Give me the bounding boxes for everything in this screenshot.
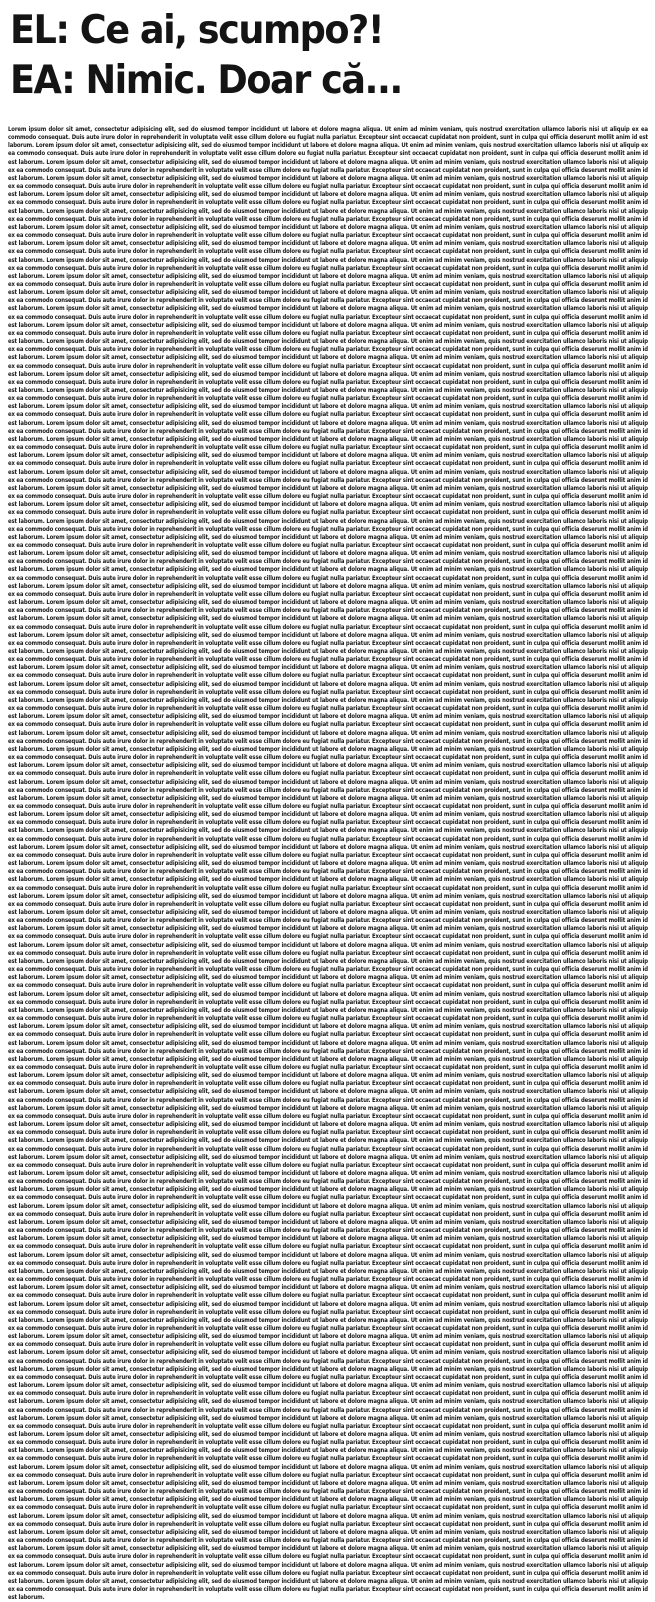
text-wall [8,126,648,1602]
dialogue-header [10,6,650,106]
her-answer: EA: Nimic. Doar că... [10,58,402,103]
lorem-ipsum-text: Lorem ipsum dolor sit amet, consectetur adipisicing elit, sed do eiusmod tempor incididunt ut labore et dolore magna aliqua. Ut enim ad minim veniam, quis nostrud exercitation ullamco laboris nisi ut aliquip ex ea commodo consequat. Duis aute irure dolor in reprehenderit in voluptate velit esse cillum dolore eu fugiat nulla pariatur. Excepteur sint occaecat cupidatat non proident, sunt in culpa qui officia deserunt mollit anim id est laborum. Lorem ipsum dolor sit amet, consectetur adipisicing elit, sed do eiusmod tempor incididunt ut labore et dolore magna aliqua. Ut enim ad minim veniam, quis nostrud exercitation ullamco laboris nisi ut aliquip ex ea commodo consequat. Duis aute irure dolor in reprehenderit in voluptate velit esse cillum dolore eu fugiat nulla pariatur. Excepteur sint occaecat cupidatat non proident, sunt in culpa qui officia deserunt mollit anim id est laborum. Lorem ipsum dolor sit amet, consectetur adipisicing elit, sed do eiusmod tempor incididunt ut labore et dolore magna aliqua. Ut enim ad minim veniam, quis nostrud exercitation ullamco laboris nisi ut aliquip ex ea commodo consequat. Duis aute irure dolor in reprehenderit in voluptate velit esse cillum dolore eu fugiat nulla pariatur. Excepteur sint occaecat cupidatat non proident, sunt in culpa qui officia deserunt mollit anim id est laborum. Lorem ipsum dolor sit amet, consectetur adipisicing elit, sed do eiusmod tempor incididunt ut labore et dolore magna aliqua. Ut enim ad minim veniam, quis nostrud exercitation ullamco laboris nisi ut aliquip ex ea commodo consequat. Duis aute irure dolor in reprehenderit in voluptate velit esse cillum dolore eu fugiat nulla pariatur. Excepteur sint occaecat cupidatat non proident, sunt in culpa qui officia deserunt mollit anim id est laborum. Lorem ipsum dolor sit amet, consectetur adipisicing elit, sed do eiusmod tempor incididunt ut labore et dolore magna aliqua. Ut enim ad minim veniam, quis nostrud exercitation ullamco laboris nisi ut aliquip ex ea commodo consequat. Duis aute irure dolor in reprehenderit in voluptate velit esse cillum dolore eu fugiat nulla pariatur. Excepteur sint occaecat cupidatat non proident, sunt in culpa qui officia deserunt mollit anim id est laborum. Lorem ipsum dolor sit amet, consectetur adipisicing elit, sed do eiusmod tempor incididunt ut labore et dolore magna aliqua. Ut enim ad minim veniam, quis nostrud exercitation ullamco laboris nisi ut aliquip ex ea commodo consequat. Duis aute irure dolor in reprehenderit in voluptate velit esse cillum dolore eu fugiat nulla pariatur. Excepteur sint occaecat cupidatat non proident, sunt in culpa qui officia deserunt mollit anim id est laborum. Lorem ipsum dolor sit amet, consectetur adipisicing elit, sed do eiusmod tempor incididunt ut labore et dolore magna aliqua. Ut enim ad minim veniam, quis nostrud exercitation ullamco laboris nisi ut aliquip ex ea commodo consequat. Duis aute irure dolor in reprehenderit in voluptate velit esse cillum dolore eu fugiat nulla pariatur. Excepteur sint occaecat cupidatat non proident, sunt in culpa qui officia deserunt mollit anim id est laborum. Lorem ipsum dolor sit amet, consectetur adipisicing elit, sed do eiusmod tempor incididunt ut labore et dolore magna aliqua. Ut enim ad minim veniam, quis nostrud exercitation ullamco laboris nisi ut aliquip ex ea commodo consequat. Duis aute irure dolor in reprehenderit in voluptate velit esse cillum dolore eu fugiat nulla pariatur. Excepteur sint occaecat cupidatat non proident, sunt in culpa qui officia deserunt mollit anim id est laborum. Lorem ipsum dolor sit amet, consectetur adipisicing elit, sed do eiusmod tempor incididunt ut labore et dolore magna aliqua. Ut enim ad minim veniam, quis nostrud exercitation ullamco laboris nisi ut aliquip ex ea commodo consequat. Duis aute irure dolor in reprehenderit in voluptate velit esse cillum dolore eu fugiat nulla pariatur. Excepteur sint occaecat cupidatat non proident, sunt in culpa qui officia deserunt mollit anim id est laborum. Lorem ipsum dolor sit amet, consectetur adipisicing elit, sed do eiusmod tempor incididunt ut labore et dolore magna aliqua. Ut enim ad minim veniam, quis nostrud exercitation ullamco laboris nisi ut aliquip ex ea commodo consequat. Duis aute irure dolor in reprehenderit in voluptate velit esse cillum dolore eu fugiat nulla pariatur. Excepteur sint occaecat cupidatat non proident, sunt in culpa qui officia deserunt mollit anim id est laborum. Lorem ipsum dolor sit amet, consectetur adipisicing elit, sed do eiusmod tempor incididunt ut labore et dolore magna aliqua. Ut enim ad minim veniam, quis nostrud exercitation ullamco laboris nisi ut aliquip ex ea commodo consequat. Duis aute irure dolor in reprehenderit in voluptate velit esse cillum dolore eu fugiat nulla pariatur. Excepteur sint occaecat cupidatat non proident, sunt in culpa qui officia deserunt mollit anim id est laborum. Lorem ipsum dolor sit amet, consectetur adipisicing elit, sed do eiusmod tempor incididunt ut labore et dolore magna aliqua. Ut enim ad minim veniam, quis nostrud exercitation ullamco laboris nisi ut aliquip ex ea commodo consequat. Duis aute irure dolor in reprehenderit in voluptate velit esse cillum dolore eu fugiat nulla pariatur. Excepteur sint occaecat cupidatat non proident, sunt in culpa qui officia deserunt mollit anim id est laborum. Lorem ipsum dolor sit amet, consectetur adipisicing elit, sed do eiusmod tempor incididunt ut labore et dolore magna aliqua. Ut enim ad minim veniam, quis nostrud exercitation ullamco laboris nisi ut aliquip ex ea commodo consequat. Duis aute irure dolor in reprehenderit in voluptate velit esse cillum dolore eu fugiat nulla pariatur. Excepteur sint occaecat cupidatat non proident, sunt in culpa qui officia deserunt mollit anim id est laborum. Lorem ipsum dolor sit amet, consectetur adipisicing elit, sed do eiusmod tempor incididunt ut labore et dolore magna aliqua. Ut enim ad minim veniam, quis nostrud exercitation ullamco laboris nisi ut aliquip ex ea commodo consequat. Duis aute irure dolor in reprehenderit in voluptate velit esse cillum dolore eu fugiat nulla pariatur. Excepteur sint occaecat cupidatat non proident, sunt in culpa qui officia deserunt mollit anim id est laborum. Lorem ipsum dolor sit amet, consectetur adipisicing elit, sed do eiusmod tempor incididunt ut labore et dolore magna aliqua. Ut enim ad minim veniam, quis nostrud exercitation ullamco laboris nisi ut aliquip ex ea commodo consequat. Duis aute irure dolor in reprehenderit in voluptate velit esse cillum dolore eu fugiat nulla pariatur. Excepteur sint occaecat cupidatat non proident, sunt in culpa qui officia deserunt mollit anim id est laborum. Lorem ipsum dolor sit amet, consectetur adipisicing elit, sed do eiusmod tempor incididunt ut labore et dolore magna aliqua. Ut enim ad minim veniam, quis nostrud exercitation ullamco laboris nisi ut aliquip ex ea commodo consequat. Duis aute irure dolor in reprehenderit in voluptate velit esse cillum dolore eu fugiat nulla pariatur. Excepteur sint occaecat cupidatat non proident, sunt in culpa qui officia deserunt mollit anim id est laborum. Lorem ipsum dolor sit amet, consectetur adipisicing elit, sed do eiusmod tempor incididunt ut labore et dolore magna aliqua. Ut enim ad minim veniam, quis nostrud exercitation ullamco laboris nisi ut aliquip ex ea commodo consequat. Duis aute irure dolor in reprehenderit in voluptate velit esse cillum dolore eu fugiat nulla pariatur. Excepteur sint occaecat cupidatat non proident, sunt in culpa qui officia deserunt mollit anim id est laborum. Lorem ipsum dolor sit amet, consectetur adipisicing elit, sed do eiusmod tempor incididunt ut labore et dolore magna aliqua. Ut enim ad minim veniam, quis nostrud exercitation ullamco laboris nisi ut aliquip ex ea commodo consequat. Duis aute irure dolor in reprehenderit in voluptate velit esse cillum dolore eu fugiat nulla pariatur. Excepteur sint occaecat cupidatat non proident, sunt in culpa qui officia deserunt mollit anim id est laborum. Lorem ipsum dolor sit amet, consectetur adipisicing elit, sed do eiusmod tempor incididunt ut labore et dolore magna aliqua. Ut enim ad minim veniam, quis nostrud exercitation ullamco laboris nisi ut aliquip ex ea commodo consequat. Duis aute irure dolor in reprehenderit in voluptate velit esse cillum dolore eu fugiat nulla pariatur. Excepteur sint occaecat cupidatat non proident, sunt in culpa qui officia deserunt mollit anim id est laborum. Lorem ipsum dolor sit amet, consectetur adipisicing elit, sed do eiusmod tempor incididunt ut labore et dolore magna aliqua. Ut enim ad minim veniam, quis nostrud exercitation ullamco laboris nisi ut aliquip ex ea commodo consequat. Duis aute irure dolor in reprehenderit in voluptate velit esse cillum dolore eu fugiat nulla pariatur. Excepteur sint occaecat cupidatat non proident, sunt in culpa qui officia deserunt mollit anim id est laborum. Lorem ipsum dolor sit amet, consectetur adipisicing elit, sed do eiusmod tempor incididunt ut labore et dolore magna aliqua. Ut enim ad minim veniam, quis nostrud exercitation ullamco laboris nisi ut aliquip ex ea commodo consequat. Duis aute irure dolor in reprehenderit in voluptate velit esse cillum dolore eu fugiat nulla pariatur. Excepteur sint occaecat cupidatat non proident, sunt in culpa qui officia deserunt mollit anim id est laborum. Lorem ipsum dolor sit amet, consectetur adipisicing elit, sed do eiusmod tempor incididunt ut labore et dolore magna aliqua. Ut enim ad minim veniam, quis nostrud exercitation ullamco laboris nisi ut aliquip ex ea commodo consequat. Duis aute irure dolor in reprehenderit in voluptate velit esse cillum dolore eu fugiat nulla pariatur. Excepteur sint occaecat cupidatat non proident, sunt in culpa qui officia deserunt mollit anim id est laborum. Lorem ipsum dolor sit amet, consectetur adipisicing elit, sed do eiusmod tempor incididunt ut labore et dolore magna aliqua. Ut enim ad minim veniam, quis nostrud exercitation ullamco laboris nisi ut aliquip ex ea commodo consequat. Duis aute irure dolor in reprehenderit in voluptate velit esse cillum dolore eu fugiat nulla pariatur. Excepteur sint occaecat cupidatat non proident, sunt in culpa qui officia deserunt mollit anim id est laborum. Lorem ipsum dolor sit amet, consectetur adipisicing elit, sed do eiusmod tempor incididunt ut labore et dolore magna aliqua. Ut enim ad minim veniam, quis nostrud exercitation ullamco laboris nisi ut aliquip ex ea commodo consequat. Duis aute irure dolor in reprehenderit in voluptate velit esse cillum dolore eu fugiat nulla pariatur. Excepteur sint occaecat cupidatat non proident, sunt in culpa qui officia deserunt mollit anim id est laborum. Lorem ipsum dolor sit amet, consectetur adipisicing elit, sed do eiusmod tempor incididunt ut labore et dolore magna aliqua. Ut enim ad minim veniam, quis nostrud exercitation ullamco laboris nisi ut aliquip ex ea commodo consequat. Duis aute irure dolor in reprehenderit in voluptate velit esse cillum dolore eu fugiat nulla pariatur. Excepteur sint occaecat cupidatat non proident, sunt in culpa qui officia deserunt mollit anim id est laborum. Lorem ipsum dolor sit amet, consectetur adipisicing elit, sed do eiusmod tempor incididunt ut labore et dolore magna aliqua. Ut enim ad minim veniam, quis nostrud exercitation ullamco laboris nisi ut aliquip ex ea commodo consequat. Duis aute irure dolor in reprehenderit in voluptate velit esse cillum dolore eu fugiat nulla pariatur. Excepteur sint occaecat cupidatat non proident, sunt in culpa qui officia deserunt mollit anim id est laborum. Lorem ipsum dolor sit amet, consectetur adipisicing elit, sed do eiusmod tempor incididunt ut labore et dolore magna aliqua. Ut enim ad minim veniam, quis nostrud exercitation ullamco laboris nisi ut aliquip ex ea commodo consequat. Duis aute irure dolor in reprehenderit in voluptate velit esse cillum dolore eu fugiat nulla pariatur. Excepteur sint occaecat cupidatat non proident, sunt in culpa qui officia deserunt mollit anim id est laborum. Lorem ipsum dolor sit amet, consectetur adipisicing elit, sed do eiusmod tempor incididunt ut labore et dolore magna aliqua. Ut enim ad minim veniam, quis nostrud exercitation ullamco laboris nisi ut aliquip ex ea commodo consequat. Duis aute irure dolor in reprehenderit in voluptate velit esse cillum dolore eu fugiat nulla pariatur. Excepteur sint occaecat cupidatat non proident, sunt in culpa qui officia deserunt mollit anim id est laborum. Lorem ipsum dolor sit amet, consectetur adipisicing elit, sed do eiusmod tempor incididunt ut labore et dolore magna aliqua. Ut enim ad minim veniam, quis nostrud exercitation ullamco laboris nisi ut aliquip ex ea commodo consequat. Duis aute irure dolor in reprehenderit in voluptate velit esse cillum dolore eu fugiat nulla pariatur. Excepteur sint occaecat cupidatat non proident, sunt in culpa qui officia deserunt mollit anim id est laborum. Lorem ipsum dolor sit amet, consectetur adipisicing elit, sed do eiusmod tempor incididunt ut labore et dolore magna aliqua. Ut enim ad minim veniam, quis nostrud exercitation ullamco laboris nisi ut aliquip ex ea commodo consequat. Duis aute irure dolor in reprehenderit in voluptate velit esse cillum dolore eu fugiat nulla pariatur. Excepteur sint occaecat cupidatat non proident, sunt in culpa qui officia deserunt mollit anim id est laborum. Lorem ipsum dolor sit amet, consectetur adipisicing elit, sed do eiusmod tempor incididunt ut labore et dolore magna aliqua. Ut enim ad minim veniam, quis nostrud exercitation ullamco laboris nisi ut aliquip ex ea commodo consequat. Duis aute irure dolor in reprehenderit in voluptate velit esse cillum dolore eu fugiat nulla pariatur. Excepteur sint occaecat cupidatat non proident, sunt in culpa qui officia deserunt mollit anim id est laborum. Lorem ipsum dolor sit amet, consectetur adipisicing elit, sed do eiusmod tempor incididunt ut labore et dolore magna aliqua. Ut enim ad minim veniam, quis nostrud exercitation ullamco laboris nisi ut aliquip ex ea commodo consequat. Duis aute irure dolor in reprehenderit in voluptate velit esse cillum dolore eu fugiat nulla pariatur. Excepteur sint occaecat cupidatat non proident, sunt in culpa qui officia deserunt mollit anim id est laborum. Lorem ipsum dolor sit amet, consectetur adipisicing elit, sed do eiusmod tempor incididunt ut labore et dolore magna aliqua. Ut enim ad minim veniam, quis nostrud exercitation ullamco laboris nisi ut aliquip ex ea commodo consequat. Duis aute irure dolor in reprehenderit in voluptate velit esse cillum dolore eu fugiat nulla pariatur. Excepteur sint occaecat cupidatat non proident, sunt in culpa qui officia deserunt mollit anim id est laborum. Lorem ipsum dolor sit amet, consectetur adipisicing elit, sed do eiusmod tempor incididunt ut labore et dolore magna aliqua. Ut enim ad minim veniam, quis nostrud exercitation ullamco laboris nisi ut aliquip ex ea commodo consequat. Duis aute irure dolor in reprehenderit in voluptate velit esse cillum dolore eu fugiat nulla pariatur. Excepteur sint occaecat cupidatat non proident, sunt in culpa qui officia deserunt mollit anim id est laborum. Lorem ipsum dolor sit amet, consectetur adipisicing elit, sed do eiusmod tempor incididunt ut labore et dolore magna aliqua. Ut enim ad minim veniam, quis nostrud exercitation ullamco laboris nisi ut aliquip ex ea commodo consequat. Duis aute irure dolor in reprehenderit in voluptate velit esse cillum dolore eu fugiat nulla pariatur. Excepteur sint occaecat cupidatat non proident, sunt in culpa qui officia deserunt mollit anim id est laborum. Lorem ipsum dolor sit amet, consectetur adipisicing elit, sed do eiusmod tempor incididunt ut labore et dolore magna aliqua. Ut enim ad minim veniam, quis nostrud exercitation ullamco laboris nisi ut aliquip ex ea commodo consequat. Duis aute irure dolor in reprehenderit in voluptate velit esse cillum dolore eu fugiat nulla pariatur. Excepteur sint occaecat cupidatat non proident, sunt in culpa qui officia deserunt mollit anim id est laborum. Lorem ipsum dolor sit amet, consectetur adipisicing elit, sed do eiusmod tempor incididunt ut labore et dolore magna aliqua. Ut enim ad minim veniam, quis nostrud exercitation ullamco laboris nisi ut aliquip ex ea commodo consequat. Duis aute irure dolor in reprehenderit in voluptate velit esse cillum dolore eu fugiat nulla pariatur. Excepteur sint occaecat cupidatat non proident, sunt in culpa qui officia deserunt mollit anim id est laborum. Lorem ipsum dolor sit amet, consectetur adipisicing elit, sed do eiusmod tempor incididunt ut labore et dolore magna aliqua. Ut enim ad minim veniam, quis nostrud exercitation ullamco laboris nisi ut aliquip ex ea commodo consequat. Duis aute irure dolor in reprehenderit in voluptate velit esse cillum dolore eu fugiat nulla pariatur. Excepteur sint occaecat cupidatat non proident, sunt in culpa qui officia deserunt mollit anim id est laborum. Lorem ipsum dolor sit amet, consectetur adipisicing elit, sed do eiusmod tempor incididunt ut labore et dolore magna aliqua. Ut enim ad minim veniam, quis nostrud exercitation ullamco laboris nisi ut aliquip ex ea commodo consequat. Duis aute irure dolor in reprehenderit in voluptate velit esse cillum dolore eu fugiat nulla pariatur. Excepteur sint occaecat cupidatat non proident, sunt in culpa qui officia deserunt mollit anim id est laborum. Lorem ipsum dolor sit amet, consectetur adipisicing elit, sed do eiusmod tempor incididunt ut labore et dolore magna aliqua. Ut enim ad minim veniam, quis nostrud exercitation ullamco laboris nisi ut aliquip ex ea commodo consequat. Duis aute irure dolor in reprehenderit in voluptate velit esse cillum dolore eu fugiat nulla pariatur. Excepteur sint occaecat cupidatat non proident, sunt in culpa qui officia deserunt mollit anim id est laborum. Lorem ipsum dolor sit amet, consectetur adipisicing elit, sed do eiusmod tempor incididunt ut labore et dolore magna aliqua. Ut enim ad minim veniam, quis nostrud exercitation ullamco laboris nisi ut aliquip ex ea commodo consequat. Duis aute irure dolor in reprehenderit in voluptate velit esse cillum dolore eu fugiat nulla pariatur. Excepteur sint occaecat cupidatat non proident, sunt in culpa qui officia deserunt mollit anim id est laborum. Lorem ipsum dolor sit amet, consectetur adipisicing elit, sed do eiusmod tempor incididunt ut labore et dolore magna aliqua. Ut enim ad minim veniam, quis nostrud exercitation ullamco laboris nisi ut aliquip ex ea commodo consequat. Duis aute irure dolor in reprehenderit in voluptate velit esse cillum dolore eu fugiat nulla pariatur. Excepteur sint occaecat cupidatat non proident, sunt in culpa qui officia deserunt mollit anim id est laborum. Lorem ipsum dolor sit amet, consectetur adipisicing elit, sed do eiusmod tempor incididunt ut labore et dolore magna aliqua. Ut enim ad minim veniam, quis nostrud exercitation ullamco laboris nisi ut aliquip ex ea commodo consequat. Duis aute irure dolor in reprehenderit in voluptate velit esse cillum dolore eu fugiat nulla pariatur. Excepteur sint occaecat cupidatat non proident, sunt in culpa qui officia deserunt mollit anim id est laborum. Lorem ipsum dolor sit amet, consectetur adipisicing elit, sed do eiusmod tempor incididunt ut labore et dolore magna aliqua. Ut enim ad minim veniam, quis nostrud exercitation ullamco laboris nisi ut aliquip ex ea commodo consequat. Duis aute irure dolor in reprehenderit in voluptate velit esse cillum dolore eu fugiat nulla pariatur. Excepteur sint occaecat cupidatat non proident, sunt in culpa qui officia deserunt mollit anim id est laborum. Lorem ipsum dolor sit amet, consectetur adipisicing elit, sed do eiusmod tempor incididunt ut labore et dolore magna aliqua. Ut enim ad minim veniam, quis nostrud exercitation ullamco laboris nisi ut aliquip ex ea commodo consequat. Duis aute irure dolor in reprehenderit in voluptate velit esse cillum dolore eu fugiat nulla pariatur. Excepteur sint occaecat cupidatat non proident, sunt in culpa qui officia deserunt mollit anim id est laborum. Lorem ipsum dolor sit amet, consectetur adipisicing elit, sed do eiusmod tempor incididunt ut labore et dolore magna aliqua. Ut enim ad minim veniam, quis nostrud exercitation ullamco laboris nisi ut aliquip ex ea commodo consequat. Duis aute irure dolor in reprehenderit in voluptate velit esse cillum dolore eu fugiat nulla pariatur. Excepteur sint occaecat cupidatat non proident, sunt in culpa qui officia deserunt mollit anim id est laborum. Lorem ipsum dolor sit amet, consectetur adipisicing elit, sed do eiusmod tempor incididunt ut labore et dolore magna aliqua. Ut enim ad minim veniam, quis nostrud exercitation ullamco laboris nisi ut aliquip ex ea commodo consequat. Duis aute irure dolor in reprehenderit in voluptate velit esse cillum dolore eu fugiat nulla pariatur. Excepteur sint occaecat cupidatat non proident, sunt in culpa qui officia deserunt mollit anim id est laborum. Lorem ipsum dolor sit amet, consectetur adipisicing elit, sed do eiusmod tempor incididunt ut labore et dolore magna aliqua. Ut enim ad minim veniam, quis nostrud exercitation ullamco laboris nisi ut aliquip ex ea commodo consequat. Duis aute irure dolor in reprehenderit in voluptate velit esse cillum dolore eu fugiat nulla pariatur. Excepteur sint occaecat cupidatat non proident, sunt in culpa qui officia deserunt mollit anim id est laborum. Lorem ipsum dolor sit amet, consectetur adipisicing elit, sed do eiusmod tempor incididunt ut labore et dolore magna aliqua. Ut enim ad minim veniam, quis nostrud exercitation ullamco laboris nisi ut aliquip ex ea commodo consequat. Duis aute irure dolor in reprehenderit in voluptate velit esse cillum dolore eu fugiat nulla pariatur. Excepteur sint occaecat cupidatat non proident, sunt in culpa qui officia deserunt mollit anim id est laborum. Lorem ipsum dolor sit amet, consectetur adipisicing elit, sed do eiusmod tempor incididunt ut labore et dolore magna aliqua. Ut enim ad minim veniam, quis nostrud exercitation ullamco laboris nisi ut aliquip ex ea commodo consequat. Duis aute irure dolor in reprehenderit in voluptate velit esse cillum dolore eu fugiat nulla pariatur. Excepteur sint occaecat cupidatat non proident, sunt in culpa qui officia deserunt mollit anim id est laborum. Lorem ipsum dolor sit amet, consectetur adipisicing elit, sed do eiusmod tempor incididunt ut labore et dolore magna aliqua. Ut enim ad minim veniam, quis nostrud exercitation ullamco laboris nisi ut aliquip ex ea commodo consequat. Duis aute irure dolor in reprehenderit in voluptate velit esse cillum dolore eu fugiat nulla pariatur. Excepteur sint occaecat cupidatat non proident, sunt in culpa qui officia deserunt mollit anim id est laborum. Lorem ipsum dolor sit amet, consectetur adipisicing elit, sed do eiusmod tempor incididunt ut labore et dolore magna aliqua. Ut enim ad minim veniam, quis nostrud exercitation ullamco laboris nisi ut aliquip ex ea commodo consequat. Duis aute irure dolor in reprehenderit in voluptate velit esse cillum dolore eu fugiat nulla pariatur. Excepteur sint occaecat cupidatat non proident, sunt in culpa qui officia deserunt mollit anim id est laborum. Lorem ipsum dolor sit amet, consectetur adipisicing elit, sed do eiusmod tempor incididunt ut labore et dolore magna aliqua. Ut enim ad minim veniam, quis nostrud exercitation ullamco laboris nisi ut aliquip ex ea commodo consequat. Duis aute irure dolor in reprehenderit in voluptate velit esse cillum dolore eu fugiat nulla pariatur. Excepteur sint occaecat cupidatat non proident, sunt in culpa qui officia deserunt mollit anim id est laborum. Lorem ipsum dolor sit amet, consectetur adipisicing elit, sed do eiusmod tempor incididunt ut labore et dolore magna aliqua. Ut enim ad minim veniam, quis nostrud exercitation ullamco laboris nisi ut aliquip ex ea commodo consequat. Duis aute irure dolor in reprehenderit in voluptate velit esse cillum dolore eu fugiat nulla pariatur. Excepteur sint occaecat cupidatat non proident, sunt in culpa qui officia deserunt mollit anim id est laborum. Lorem ipsum dolor sit amet, consectetur adipisicing elit, sed do eiusmod tempor incididunt ut labore et dolore magna aliqua. Ut enim ad minim veniam, quis nostrud exercitation ullamco laboris nisi ut aliquip ex ea commodo consequat. Duis aute irure dolor in reprehenderit in voluptate velit esse cillum dolore eu fugiat nulla pariatur. Excepteur sint occaecat cupidatat non proident, sunt in culpa qui officia deserunt mollit anim id est laborum. Lorem ipsum dolor sit amet, consectetur adipisicing elit, sed do eiusmod tempor incididunt ut labore et dolore magna aliqua. Ut enim ad minim veniam, quis nostrud exercitation ullamco laboris nisi ut aliquip ex ea commodo consequat. Duis aute irure dolor in reprehenderit in voluptate velit esse cillum dolore eu fugiat nulla pariatur. Excepteur sint occaecat cupidatat non proident, sunt in culpa qui officia deserunt mollit anim id est laborum. Lorem ipsum dolor sit amet, consectetur adipisicing elit, sed do eiusmod tempor incididunt ut labore et dolore magna aliqua. Ut enim ad minim veniam, quis nostrud exercitation ullamco laboris nisi ut aliquip ex ea commodo consequat. Duis aute irure dolor in reprehenderit in voluptate velit esse cillum dolore eu fugiat nulla pariatur. Excepteur sint occaecat cupidatat non proident, sunt in culpa qui officia deserunt mollit anim id est laborum. Lorem ipsum dolor sit amet, consectetur adipisicing elit, sed do eiusmod tempor incididunt ut labore et dolore magna aliqua. Ut enim ad minim veniam, quis nostrud exercitation ullamco laboris nisi ut aliquip ex ea commodo consequat. Duis aute irure dolor in reprehenderit in voluptate velit esse cillum dolore eu fugiat nulla pariatur. Excepteur sint occaecat cupidatat non proident, sunt in culpa qui officia deserunt mollit anim id est laborum. Lorem ipsum dolor sit amet, consectetur adipisicing elit, sed do eiusmod tempor incididunt ut labore et dolore magna aliqua. Ut enim ad minim veniam, quis nostrud exercitation ullamco laboris nisi ut aliquip ex ea commodo consequat. Duis aute irure dolor in reprehenderit in voluptate velit esse cillum dolore eu fugiat nulla pariatur. Excepteur sint occaecat cupidatat non proident, sunt in culpa qui officia deserunt mollit anim id est laborum. Lorem ipsum dolor sit amet, consectetur adipisicing elit, sed do eiusmod tempor incididunt ut labore et dolore magna aliqua. Ut enim ad minim veniam, quis nostrud exercitation ullamco laboris nisi ut aliquip ex ea commodo consequat. Duis aute irure dolor in reprehenderit in voluptate velit esse cillum dolore eu fugiat nulla pariatur. Excepteur sint occaecat cupidatat non proident, sunt in culpa qui officia deserunt mollit anim id est laborum. Lorem ipsum dolor sit amet, consectetur adipisicing elit, sed do eiusmod tempor incididunt ut labore et dolore magna aliqua. Ut enim ad minim veniam, quis nostrud exercitation ullamco laboris nisi ut aliquip ex ea commodo consequat. Duis aute irure dolor in reprehenderit in voluptate velit esse cillum dolore eu fugiat nulla pariatur. Excepteur sint occaecat cupidatat non proident, sunt in culpa qui officia deserunt mollit anim id est laborum. Lorem ipsum dolor sit amet, consectetur adipisicing elit, sed do eiusmod tempor incididunt ut labore et dolore magna aliqua. Ut enim ad minim veniam, quis nostrud exercitation ullamco laboris nisi ut aliquip ex ea commodo consequat. Duis aute irure dolor in reprehenderit in voluptate velit esse cillum dolore eu fugiat nulla pariatur. Excepteur sint occaecat cupidatat non proident, sunt in culpa qui officia deserunt mollit anim id est laborum. Lorem ipsum dolor sit amet, consectetur adipisicing elit, sed do eiusmod tempor incididunt ut labore et dolore magna aliqua. Ut enim ad minim veniam, quis nostrud exercitation ullamco laboris nisi ut aliquip ex ea commodo consequat. Duis aute irure dolor in reprehenderit in voluptate velit esse cillum dolore eu fugiat nulla pariatur. Excepteur sint occaecat cupidatat non proident, sunt in culpa qui officia deserunt mollit anim id est laborum. Lorem ipsum dolor sit amet, consectetur adipisicing elit, sed do eiusmod tempor incididunt ut labore et dolore magna aliqua. Ut enim ad minim veniam, quis nostrud exercitation ullamco laboris nisi ut aliquip ex ea commodo consequat. Duis aute irure dolor in reprehenderit in voluptate velit esse cillum dolore eu fugiat nulla pariatur. Excepteur sint occaecat cupidatat non proident, sunt in culpa qui officia deserunt mollit anim id est laborum. Lorem ipsum dolor sit amet, consectetur adipisicing elit, sed do eiusmod tempor incididunt ut labore et dolore magna aliqua. Ut enim ad minim veniam, quis nostrud exercitation ullamco laboris nisi ut aliquip ex ea commodo consequat. Duis aute irure dolor in reprehenderit in voluptate velit esse cillum dolore eu fugiat nulla pariatur. Excepteur sint occaecat cupidatat non proident, sunt in culpa qui officia deserunt mollit anim id est laborum. Lorem ipsum dolor sit amet, consectetur adipisicing elit, sed do eiusmod tempor incididunt ut labore et dolore magna aliqua. Ut enim ad minim veniam, quis nostrud exercitation ullamco laboris nisi ut aliquip ex ea commodo consequat. Duis aute irure dolor in reprehenderit in voluptate velit esse cillum dolore eu fugiat nulla pariatur. Excepteur sint occaecat cupidatat non proident, sunt in culpa qui officia deserunt mollit anim id est laborum. Lorem ipsum dolor sit amet, consectetur adipisicing elit, sed do eiusmod tempor incididunt ut labore et dolore magna aliqua. Ut enim ad minim veniam, quis nostrud exercitation ullamco laboris nisi ut aliquip ex ea commodo consequat. Duis aute irure dolor in reprehenderit in voluptate velit esse cillum dolore eu fugiat nulla pariatur. Excepteur sint occaecat cupidatat non proident, sunt in culpa qui officia deserunt mollit anim id est laborum. Lorem ipsum dolor sit amet, consectetur adipisicing elit, sed do eiusmod tempor incididunt ut labore et dolore magna aliqua. Ut enim ad minim veniam, quis nostrud exercitation ullamco laboris nisi ut aliquip ex ea commodo consequat. Duis aute irure dolor in reprehenderit in voluptate velit esse cillum dolore eu fugiat nulla pariatur. Excepteur sint occaecat cupidatat non proident, sunt in culpa qui officia deserunt mollit anim id est laborum. Lorem ipsum dolor sit amet, consectetur adipisicing elit, sed do eiusmod tempor incididunt ut labore et dolore magna aliqua. Ut enim ad minim veniam, quis nostrud exercitation ullamco laboris nisi ut aliquip ex ea commodo consequat. Duis aute irure dolor in reprehenderit in voluptate velit esse cillum dolore eu fugiat nulla pariatur. Excepteur sint occaecat cupidatat non proident, sunt in culpa qui officia deserunt mollit anim id est laborum. Lorem ipsum dolor sit amet, consectetur adipisicing elit, sed do eiusmod tempor incididunt ut labore et dolore magna aliqua. Ut enim ad minim veniam, quis nostrud exercitation ullamco laboris nisi ut aliquip ex ea commodo consequat. Duis aute irure dolor in reprehenderit in voluptate velit esse cillum dolore eu fugiat nulla pariatur. Excepteur sint occaecat cupidatat non proident, sunt in culpa qui officia deserunt mollit anim id est laborum. Lorem ipsum dolor sit amet, consectetur adipisicing elit, sed do eiusmod tempor incididunt ut labore et dolore magna aliqua. Ut enim ad minim veniam, quis nostrud exercitation ullamco laboris nisi ut aliquip ex ea commodo consequat. Duis aute irure dolor in reprehenderit in voluptate velit esse cillum dolore eu fugiat nulla pariatur. Excepteur sint occaecat cupidatat non proident, sunt in culpa qui officia deserunt mollit anim id est laborum. Lorem ipsum dolor sit amet, consectetur adipisicing elit, sed do eiusmod tempor incididunt ut labore et dolore magna aliqua. Ut enim ad minim veniam, quis nostrud exercitation ullamco laboris nisi ut aliquip ex ea commodo consequat. Duis aute irure dolor in reprehenderit in voluptate velit esse cillum dolore eu fugiat nulla pariatur. Excepteur sint occaecat cupidatat non proident, sunt in culpa qui officia deserunt mollit anim id est laborum. Lorem ipsum dolor sit amet, consectetur adipisicing elit, sed do eiusmod tempor incididunt ut labore et dolore magna aliqua. Ut enim ad minim veniam, quis nostrud exercitation ullamco laboris nisi ut aliquip ex ea commodo consequat. Duis aute irure dolor in reprehenderit in voluptate velit esse cillum dolore eu fugiat nulla pariatur. Excepteur sint occaecat cupidatat non proident, sunt in culpa qui officia deserunt mollit anim id est laborum. Lorem ipsum dolor sit amet, consectetur adipisicing elit, sed do eiusmod tempor incididunt ut labore et dolore magna aliqua. Ut enim ad minim veniam, quis nostrud exercitation ullamco laboris nisi ut aliquip ex ea commodo consequat. Duis aute irure dolor in reprehenderit in voluptate velit esse cillum dolore eu fugiat nulla pariatur. Excepteur sint occaecat cupidatat non proident, sunt in culpa qui officia deserunt mollit anim id est laborum. Lorem ipsum dolor sit amet, consectetur adipisicing elit, sed do eiusmod tempor incididunt ut labore et dolore magna aliqua. Ut enim ad minim veniam, quis nostrud exercitation ullamco laboris nisi ut aliquip ex ea commodo consequat. Duis aute irure dolor in reprehenderit in voluptate velit esse cillum dolore eu fugiat nulla pariatur. Excepteur sint occaecat cupidatat non proident, sunt in culpa qui officia deserunt mollit anim id est laborum. Lorem ipsum dolor sit amet, consectetur adipisicing elit, sed do eiusmod tempor incididunt ut labore et dolore magna aliqua. Ut enim ad minim veniam, quis nostrud exercitation ullamco laboris nisi ut aliquip ex ea commodo consequat. Duis aute irure dolor in reprehenderit in voluptate velit esse cillum dolore eu fugiat nulla pariatur. Excepteur sint occaecat cupidatat non proident, sunt in culpa qui officia deserunt mollit anim id est laborum. Lorem ipsum dolor sit amet, consectetur adipisicing elit, sed do eiusmod tempor incididunt ut labore et dolore magna aliqua. Ut enim ad minim veniam, quis nostrud exercitation ullamco laboris nisi ut aliquip ex ea commodo consequat. Duis aute irure dolor in reprehenderit in voluptate velit esse cillum dolore eu fugiat nulla pariatur. Excepteur sint occaecat cupidatat non proident, sunt in culpa qui officia deserunt mollit anim id est laborum. Lorem ipsum dolor sit amet, consectetur adipisicing elit, sed do eiusmod tempor incididunt ut labore et dolore magna aliqua. Ut enim ad minim veniam, quis nostrud exercitation ullamco laboris nisi ut aliquip ex ea commodo consequat. Duis aute irure dolor in reprehenderit in voluptate velit esse cillum dolore eu fugiat nulla pariatur. Excepteur sint occaecat cupidatat non proident, sunt in culpa qui officia deserunt mollit anim id est laborum. Lorem ipsum dolor sit amet, consectetur adipisicing elit, sed do eiusmod tempor incididunt ut labore et dolore magna aliqua. Ut enim ad minim veniam, quis nostrud exercitation ullamco laboris nisi ut aliquip ex ea commodo consequat. Duis aute irure dolor in reprehenderit in voluptate velit esse cillum dolore eu fugiat nulla pariatur. Excepteur sint occaecat cupidatat non proident, sunt in culpa qui officia deserunt mollit anim id est laborum. Lorem ipsum dolor sit amet, consectetur adipisicing elit, sed do eiusmod tempor incididunt ut labore et dolore magna aliqua. Ut enim ad minim veniam, quis nostrud exercitation ullamco laboris nisi ut aliquip ex ea commodo consequat. Duis aute irure dolor in reprehenderit in voluptate velit esse cillum dolore eu fugiat nulla pariatur. Excepteur sint occaecat cupidatat non proident, sunt in culpa qui officia deserunt mollit anim id est laborum. Lorem ipsum dolor sit amet, consectetur adipisicing elit, sed do eiusmod tempor incididunt ut labore et dolore magna aliqua. Ut enim ad minim veniam, quis nostrud exercitation ullamco laboris nisi ut aliquip ex ea commodo consequat. Duis aute irure dolor in reprehenderit in voluptate velit esse cillum dolore eu fugiat nulla pariatur. Excepteur sint occaecat cupidatat non proident, sunt in culpa qui officia deserunt mollit anim id est laborum. Lorem ipsum dolor sit amet, consectetur adipisicing elit, sed do eiusmod tempor incididunt ut labore et dolore magna aliqua. Ut enim ad minim veniam, quis nostrud exercitation ullamco laboris nisi ut aliquip ex ea commodo consequat. Duis aute irure dolor in reprehenderit in voluptate velit esse cillum dolore eu fugiat nulla pariatur. Excepteur sint occaecat cupidatat non proident, sunt in culpa qui officia deserunt mollit anim id est laborum. Lorem ipsum dolor sit amet, consectetur adipisicing elit, sed do eiusmod tempor incididunt ut labore et dolore magna aliqua. Ut enim ad minim veniam, quis nostrud exercitation ullamco laboris nisi ut aliquip ex ea commodo consequat. Duis aute irure dolor in reprehenderit in voluptate velit esse cillum dolore eu fugiat nulla pariatur. Excepteur sint occaecat cupidatat non proident, sunt in culpa qui officia deserunt mollit anim id est laborum. Lorem ipsum dolor sit amet, consectetur adipisicing elit, sed do eiusmod tempor incididunt ut labore et dolore magna aliqua. Ut enim ad minim veniam, quis nostrud exercitation ullamco laboris nisi ut aliquip ex ea commodo consequat. Duis aute irure dolor in reprehenderit in voluptate velit esse cillum dolore eu fugiat nulla pariatur. Excepteur sint occaecat cupidatat non proident, sunt in culpa qui officia deserunt mollit anim id est laborum. Lorem ipsum dolor sit amet, consectetur adipisicing elit, sed do eiusmod tempor incididunt ut labore et dolore magna aliqua. Ut enim ad minim veniam, quis nostrud exercitation ullamco laboris nisi ut aliquip ex ea commodo consequat. Duis aute irure dolor in reprehenderit in voluptate velit esse cillum dolore eu fugiat nulla pariatur. Excepteur sint occaecat cupidatat non proident, sunt in culpa qui officia deserunt mollit anim id est laborum. Lorem ipsum dolor sit amet, consectetur adipisicing elit, sed do eiusmod tempor incididunt ut labore et dolore magna aliqua. Ut enim ad minim veniam, quis nostrud exercitation ullamco laboris nisi ut aliquip ex ea commodo consequat. Duis aute irure dolor in reprehenderit in voluptate velit esse cillum dolore eu fugiat nulla pariatur. Excepteur sint occaecat cupidatat non proident, sunt in culpa qui officia deserunt mollit anim id est laborum. Lorem ipsum dolor sit amet, consectetur adipisicing elit, sed do eiusmod tempor incididunt ut labore et dolore magna aliqua. Ut enim ad minim veniam, quis nostrud exercitation ullamco laboris nisi ut aliquip ex ea commodo consequat. Duis aute irure dolor in reprehenderit in voluptate velit esse cillum dolore eu fugiat nulla pariatur. Excepteur sint occaecat cupidatat non proident, sunt in culpa qui officia deserunt mollit anim id est laborum. Lorem ipsum dolor sit amet, consectetur adipisicing elit, sed do eiusmod tempor incididunt ut labore et dolore magna aliqua. Ut enim ad minim veniam, quis nostrud exercitation ullamco laboris nisi ut aliquip ex ea commodo consequat. Duis aute irure dolor in reprehenderit in voluptate velit esse cillum dolore eu fugiat nulla pariatur. Excepteur sint occaecat cupidatat non proident, sunt in culpa qui officia deserunt mollit anim id est laborum. Lorem ipsum dolor sit amet, consectetur adipisicing elit, sed do eiusmod tempor incididunt ut labore et dolore magna aliqua. Ut enim ad minim veniam, quis nostrud exercitation ullamco laboris nisi ut aliquip ex ea commodo consequat. Duis aute irure dolor in reprehenderit in voluptate velit esse cillum dolore eu fugiat nulla pariatur. Excepteur sint occaecat cupidatat non proident, sunt in culpa qui officia deserunt mollit anim id est laborum. Lorem ipsum dolor sit amet, consectetur adipisicing elit, sed do eiusmod tempor incididunt ut labore et dolore magna aliqua. Ut enim ad minim veniam, quis nostrud exercitation ullamco laboris nisi ut aliquip ex ea commodo consequat. Duis aute irure dolor in reprehenderit in voluptate velit esse cillum dolore eu fugiat nulla pariatur. Excepteur sint occaecat cupidatat non proident, sunt in culpa qui officia deserunt mollit anim id est laborum. [8,127,648,1602]
his-question: EL: Ce ai, scumpo?! [10,8,384,53]
